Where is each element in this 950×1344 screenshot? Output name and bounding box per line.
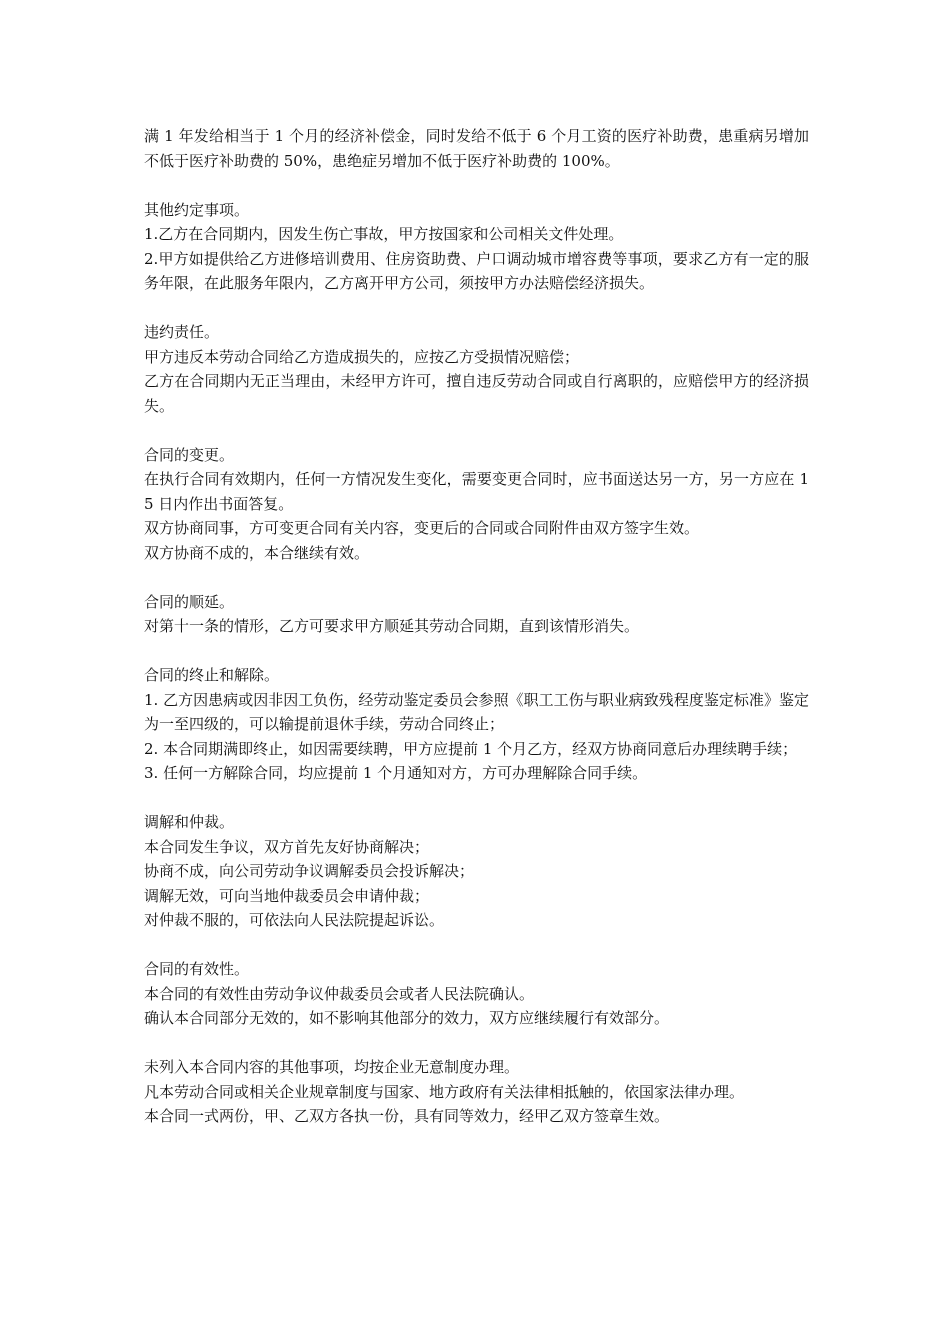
paragraph: 3. 任何一方解除合同，均应提前 1 个月通知对方，方可办理解除合同手续。 <box>144 764 648 782</box>
paragraph: 满 1 年发给相当于 1 个月的经济补偿金，同时发给不低于 6 个月工资的医疗补助费，患重病另增加不低于医疗补助费的 50%，患绝症另增加不低于医疗补助费的 100%。 <box>144 127 809 170</box>
section-severance <box>144 124 809 173</box>
paragraph: 在执行合同有效期内，任何一方情况发生变化，需要变更合同时，应书面送达另一方，另一方应在 15 日内作出书面答复。 <box>144 470 809 513</box>
paragraph: 确认本合同部分无效的，如不影响其他部分的效力，双方应继续履行有效部分。 <box>144 1009 670 1027</box>
paragraph: 调解无效，可向当地仲裁委员会申请仲裁； <box>144 886 430 905</box>
paragraph: 凡本劳动合同或相关企业规章制度与国家、地方政府有关法律相抵触的，依国家法律办理。 <box>144 1082 745 1101</box>
section-heading: 合同的终止和解除。 <box>144 666 280 684</box>
paragraph: 乙方在合同期内无正当理由，未经甲方许可，擅自违反劳动合同或自行离职的，应赔偿甲方的经济损失。 <box>144 372 809 415</box>
paragraph: 双方协商同事，方可变更合同有关内容，变更后的合同或合同附件由双方签字生效。 <box>144 519 700 537</box>
section-final-provisions <box>144 1055 809 1129</box>
section-heading: 调解和仲裁。 <box>144 813 235 831</box>
section-contract-extension <box>144 590 809 639</box>
section-heading: 其他约定事项。 <box>144 200 250 219</box>
section-heading: 违约责任。 <box>144 323 220 341</box>
paragraph: 2.甲方如提供给乙方进修培训费用、住房资助费、户口调动城市增容费等事项，要求乙方有一定的服务年限，在此服务年限内，乙方离开甲方公司，须按甲方办法赔偿经济损失。 <box>144 249 809 292</box>
section-heading: 合同的变更。 <box>144 445 235 464</box>
paragraph: 对仲裁不服的，可依法向人民法院提起诉讼。 <box>144 911 445 929</box>
paragraph: 2. 本合同期满即终止，如因需要续聘，甲方应提前 1 个月乙方，经双方协商同意后办理续聘手续； <box>144 739 798 758</box>
paragraph: 本合同的有效性由劳动争议仲裁委员会或者人民法院确认。 <box>144 984 535 1003</box>
section-termination <box>144 663 809 786</box>
section-other-matters <box>144 198 809 296</box>
paragraph: 1. 乙方因患病或因非因工负伤，经劳动鉴定委员会参照《职工工伤与职业病致残程度鉴定标准》鉴定为一至四级的，可以输提前退休手续，劳动合同终止； <box>144 690 809 733</box>
section-validity <box>144 957 809 1031</box>
paragraph: 甲方违反本劳动合同给乙方造成损失的，应按乙方受损情况赔偿； <box>144 347 580 366</box>
paragraph: 未列入本合同内容的其他事项，均按企业无意制度办理。 <box>144 1058 520 1076</box>
section-liability <box>144 320 809 418</box>
section-mediation-arbitration <box>144 810 809 933</box>
paragraph: 本合同发生争议，双方首先友好协商解决； <box>144 837 430 856</box>
section-heading: 合同的有效性。 <box>144 960 250 978</box>
document-page <box>144 124 809 1153</box>
paragraph: 本合同一式两份，甲、乙双方各执一份，具有同等效力，经甲乙双方签章生效。 <box>144 1107 670 1125</box>
section-heading: 合同的顺延。 <box>144 592 235 611</box>
paragraph: 双方协商不成的，本合继续有效。 <box>144 543 370 562</box>
paragraph: 协商不成，向公司劳动争议调解委员会投诉解决； <box>144 862 475 880</box>
paragraph: 1.乙方在合同期内，因发生伤亡事故，甲方按国家和公司相关文件处理。 <box>144 225 624 243</box>
paragraph: 对第十一条的情形，乙方可要求甲方顺延其劳动合同期，直到该情形消失。 <box>144 617 640 635</box>
section-contract-change <box>144 443 809 566</box>
